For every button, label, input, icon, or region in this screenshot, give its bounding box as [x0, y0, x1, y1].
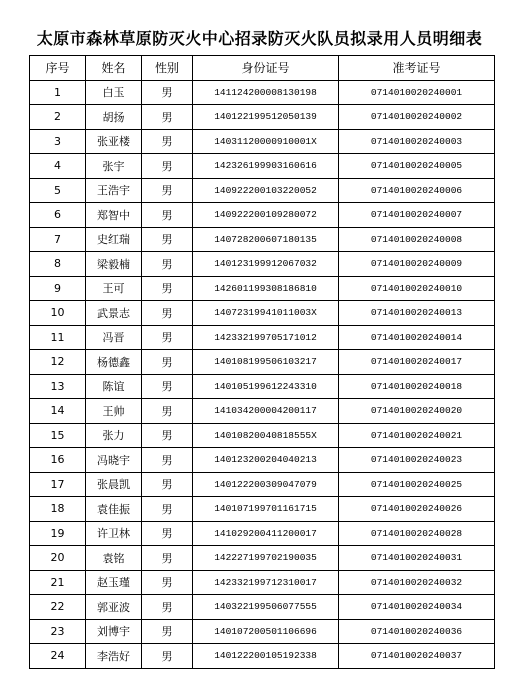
id-number-cell: 14031120000910001X	[193, 129, 339, 154]
document-title: 太原市森林草原防灭火中心招录防灭火队员拟录用人员明细表	[36, 29, 483, 48]
exam-number-cell: 0714010020240010	[339, 276, 495, 301]
exam-number-cell: 0714010020240007	[339, 203, 495, 228]
gender-cell: 男	[142, 203, 193, 228]
exam-number-cell: 0714010020240006	[339, 178, 495, 203]
table-body	[30, 80, 495, 668]
id-number-cell: 141124200008130198	[193, 80, 339, 105]
col-header-id-number: 身份证号	[193, 56, 339, 81]
gender-cell: 男	[142, 619, 193, 644]
index-cell: 6	[30, 203, 86, 228]
gender-cell: 男	[142, 521, 193, 546]
col-header-exam-number: 准考证号	[339, 56, 495, 81]
id-number-cell: 142332199712310017	[193, 570, 339, 595]
id-number-cell: 140107199701161715	[193, 497, 339, 522]
name-cell: 郑智中	[86, 203, 142, 228]
name-cell: 张亚楼	[86, 129, 142, 154]
exam-number-cell: 0714010020240037	[339, 644, 495, 669]
table-row	[30, 399, 495, 424]
gender-cell: 男	[142, 252, 193, 277]
index-cell: 11	[30, 325, 86, 350]
id-number-cell: 142601199308186810	[193, 276, 339, 301]
id-number-cell: 140108199506103217	[193, 350, 339, 375]
gender-cell: 男	[142, 644, 193, 669]
exam-number-cell: 0714010020240025	[339, 472, 495, 497]
table-header-row	[30, 56, 495, 81]
table-row	[30, 154, 495, 179]
table-row	[30, 178, 495, 203]
table-row	[30, 325, 495, 350]
name-cell: 冯晋	[86, 325, 142, 350]
name-cell: 张晨凯	[86, 472, 142, 497]
index-cell: 10	[30, 301, 86, 326]
index-cell: 18	[30, 497, 86, 522]
id-number-cell: 140922200103220052	[193, 178, 339, 203]
gender-cell: 男	[142, 546, 193, 571]
name-cell: 张力	[86, 423, 142, 448]
name-cell: 袁铭	[86, 546, 142, 571]
gender-cell: 男	[142, 423, 193, 448]
table-row	[30, 350, 495, 375]
table-row	[30, 301, 495, 326]
id-number-cell: 14010820040818555X	[193, 423, 339, 448]
index-cell: 23	[30, 619, 86, 644]
id-number-cell: 141029200411200017	[193, 521, 339, 546]
index-cell: 8	[30, 252, 86, 277]
name-cell: 王浩宇	[86, 178, 142, 203]
gender-cell: 男	[142, 595, 193, 620]
exam-number-cell: 0714010020240036	[339, 619, 495, 644]
index-cell: 9	[30, 276, 86, 301]
name-cell: 冯晓宇	[86, 448, 142, 473]
table-row	[30, 546, 495, 571]
id-number-cell: 140728200607180135	[193, 227, 339, 252]
index-cell: 5	[30, 178, 86, 203]
exam-number-cell: 0714010020240032	[339, 570, 495, 595]
name-cell: 史红瑞	[86, 227, 142, 252]
col-header-name: 姓名	[86, 56, 142, 81]
gender-cell: 男	[142, 497, 193, 522]
id-number-cell: 140322199506077555	[193, 595, 339, 620]
gender-cell: 男	[142, 570, 193, 595]
index-cell: 4	[30, 154, 86, 179]
id-number-cell: 140122200309047079	[193, 472, 339, 497]
index-cell: 1	[30, 80, 86, 105]
table-row	[30, 227, 495, 252]
id-number-cell: 140922200109280072	[193, 203, 339, 228]
index-cell: 12	[30, 350, 86, 375]
name-cell: 陈谊	[86, 374, 142, 399]
table-row	[30, 595, 495, 620]
table-row	[30, 276, 495, 301]
table-row	[30, 423, 495, 448]
exam-number-cell: 0714010020240001	[339, 80, 495, 105]
exam-number-cell: 0714010020240023	[339, 448, 495, 473]
exam-number-cell: 0714010020240031	[339, 546, 495, 571]
table-row	[30, 129, 495, 154]
name-cell: 赵玉瑾	[86, 570, 142, 595]
index-cell: 22	[30, 595, 86, 620]
index-cell: 13	[30, 374, 86, 399]
index-cell: 20	[30, 546, 86, 571]
index-cell: 24	[30, 644, 86, 669]
exam-number-cell: 0714010020240008	[339, 227, 495, 252]
gender-cell: 男	[142, 448, 193, 473]
id-number-cell: 140123200204040213	[193, 448, 339, 473]
table-row	[30, 80, 495, 105]
table-row	[30, 570, 495, 595]
exam-number-cell: 0714010020240013	[339, 301, 495, 326]
index-cell: 21	[30, 570, 86, 595]
name-cell: 张宇	[86, 154, 142, 179]
exam-number-cell: 0714010020240009	[339, 252, 495, 277]
table-row	[30, 374, 495, 399]
exam-number-cell: 0714010020240003	[339, 129, 495, 154]
id-number-cell: 140123199912067032	[193, 252, 339, 277]
id-number-cell: 142332199705171012	[193, 325, 339, 350]
gender-cell: 男	[142, 350, 193, 375]
index-cell: 2	[30, 105, 86, 130]
table-row	[30, 203, 495, 228]
index-cell: 16	[30, 448, 86, 473]
id-number-cell: 142326199903160616	[193, 154, 339, 179]
name-cell: 王帅	[86, 399, 142, 424]
exam-number-cell: 0714010020240034	[339, 595, 495, 620]
roster-table	[29, 55, 495, 669]
table-row	[30, 644, 495, 669]
index-cell: 3	[30, 129, 86, 154]
gender-cell: 男	[142, 301, 193, 326]
name-cell: 郭亚波	[86, 595, 142, 620]
exam-number-cell: 0714010020240014	[339, 325, 495, 350]
name-cell: 李浩好	[86, 644, 142, 669]
name-cell: 刘博宇	[86, 619, 142, 644]
index-cell: 19	[30, 521, 86, 546]
gender-cell: 男	[142, 105, 193, 130]
exam-number-cell: 0714010020240021	[339, 423, 495, 448]
id-number-cell: 140122200105192338	[193, 644, 339, 669]
gender-cell: 男	[142, 129, 193, 154]
col-header-gender: 性别	[142, 56, 193, 81]
gender-cell: 男	[142, 472, 193, 497]
name-cell: 王可	[86, 276, 142, 301]
table-row	[30, 472, 495, 497]
table-row	[30, 521, 495, 546]
table-row	[30, 619, 495, 644]
gender-cell: 男	[142, 178, 193, 203]
name-cell: 梁毅楠	[86, 252, 142, 277]
index-cell: 14	[30, 399, 86, 424]
gender-cell: 男	[142, 374, 193, 399]
gender-cell: 男	[142, 325, 193, 350]
exam-number-cell: 0714010020240020	[339, 399, 495, 424]
name-cell: 白玉	[86, 80, 142, 105]
exam-number-cell: 0714010020240028	[339, 521, 495, 546]
name-cell: 胡扬	[86, 105, 142, 130]
exam-number-cell: 0714010020240018	[339, 374, 495, 399]
exam-number-cell: 0714010020240026	[339, 497, 495, 522]
gender-cell: 男	[142, 227, 193, 252]
index-cell: 15	[30, 423, 86, 448]
table-row	[30, 448, 495, 473]
id-number-cell: 140105199612243310	[193, 374, 339, 399]
gender-cell: 男	[142, 80, 193, 105]
exam-number-cell: 0714010020240005	[339, 154, 495, 179]
gender-cell: 男	[142, 399, 193, 424]
id-number-cell: 140107200501106696	[193, 619, 339, 644]
exam-number-cell: 0714010020240002	[339, 105, 495, 130]
id-number-cell: 14072319941011003X	[193, 301, 339, 326]
name-cell: 杨德鑫	[86, 350, 142, 375]
index-cell: 17	[30, 472, 86, 497]
name-cell: 袁佳振	[86, 497, 142, 522]
table-row	[30, 105, 495, 130]
name-cell: 许卫林	[86, 521, 142, 546]
name-cell: 武景志	[86, 301, 142, 326]
gender-cell: 男	[142, 276, 193, 301]
gender-cell: 男	[142, 154, 193, 179]
id-number-cell: 141034200004200117	[193, 399, 339, 424]
table-row	[30, 252, 495, 277]
id-number-cell: 142227199702190035	[193, 546, 339, 571]
col-header-index: 序号	[30, 56, 86, 81]
exam-number-cell: 0714010020240017	[339, 350, 495, 375]
index-cell: 7	[30, 227, 86, 252]
table-row	[30, 497, 495, 522]
id-number-cell: 140122199512050139	[193, 105, 339, 130]
